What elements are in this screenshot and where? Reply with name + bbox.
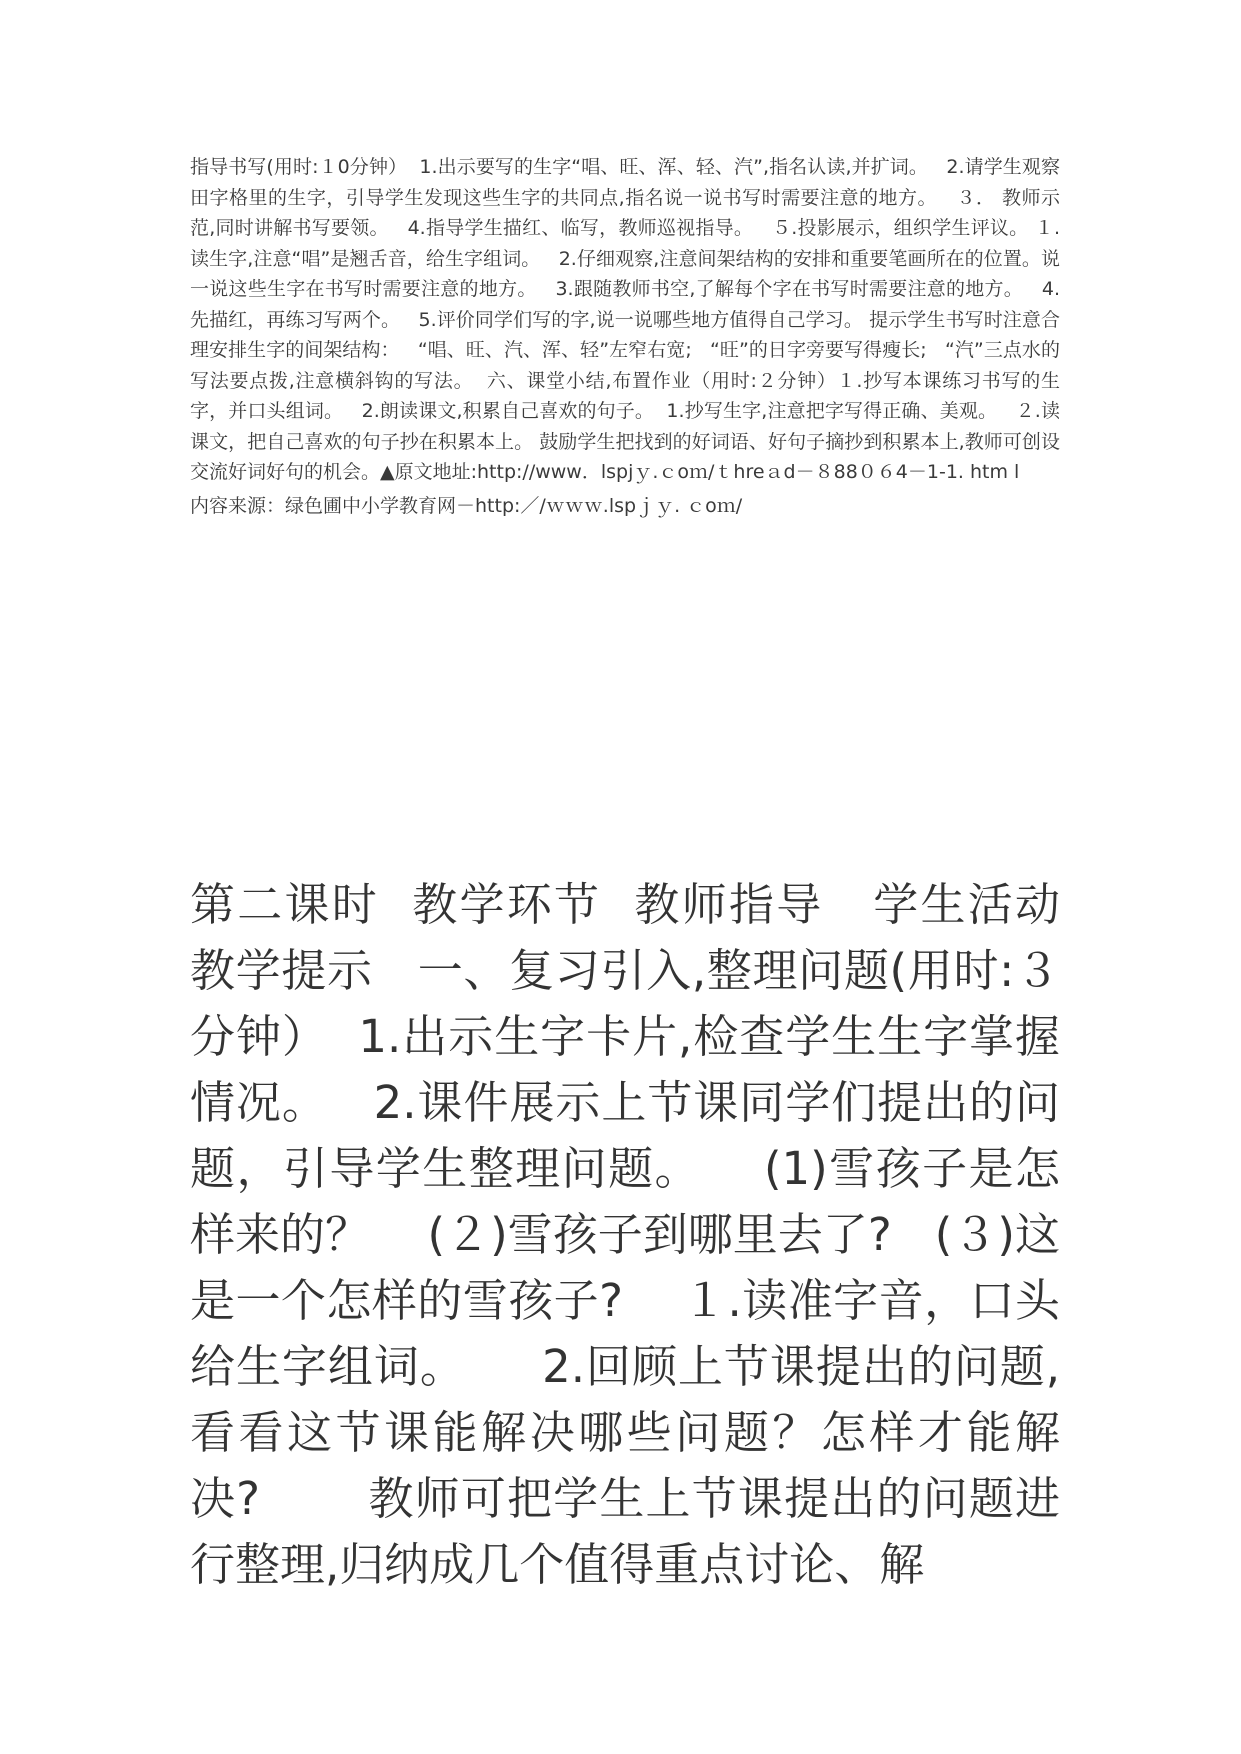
content-source-line: 内容来源：绿色圃中小学教育网－http:／/ｗｗｗ.lspｊｙ. ｃoｍ/: [190, 494, 743, 517]
lesson-notes-body: 指导书写(用时:１0分钟） 1.出示要写的生字“唱、旺、浑、轻、汽”,指名认读,并扩词。 2.请学生观察田字格里的生字，引导学生发现这些生字的共同点,指名说一说书写时需要注意的地方。 ３． 教师示范,同时讲解书写要领。 4.指导学生描红、临写，教师巡视指导。 ５.投影展示，组织学生评议。 １.读生字,注意“唱”是翘舌音，给生字组词。 2.仔细观察,注意间架结构的安排和重要笔画所在的位置。说一说这些生字在书写时需要注意的地方。 3.跟随教师书空,了解每个字在书写时需要注意的地方。 4.先描红，再练习写两个。 5.评价同学们写的字,说一说哪些地方值得自己学习。 提示学生书写时注意合理安排生字的间架结构： “唱、旺、汽、浑、轻”左窄右宽; “旺”的日字旁要写得瘦长; “汽”三点水的写法要点拨,注意横斜钩的写法。 六、课堂小结,布置作业（用时:２分钟）１.抄写本课练习书写的生字，并口头组词。 2.朗读课文,积累自己喜欢的句子。 1.抄写生字,注意把字写得正确、美观。 ２.读课文，把自己喜欢的句子抄在积累本上。 鼓励学生把找到的好词语、好句子摘抄到积累本上,教师可创设交流好词好句的机会。▲原文地址:http://www．lspjｙ.ｃoｍ/ｔhreａd－８88０６4－1-1. htm l: [190, 156, 1060, 483]
lesson-notes-section: [190, 152, 1060, 521]
second-lesson-section: [190, 872, 1089, 1598]
second-lesson-body: 第二课时 教学环节 教师指导 学生活动 教学提示 一、复习引入,整理问题(用时:３分钟） 1.出示生字卡片,检查学生生字掌握情况。 2.课件展示上节课同学们提出的问题，引导学生整理问题。 (1)雪孩子是怎样来的？ (２)雪孩子到哪里去了? (３)这是一个怎样的雪孩子? １.读准字音，口头给生字组词。 2.回顾上节课提出的问题,看看这节课能解决哪些问题？怎样才能解决? 教师可把学生上节课提出的问题进行整理,归纳成几个值得重点讨论、解: [190, 878, 1089, 1591]
